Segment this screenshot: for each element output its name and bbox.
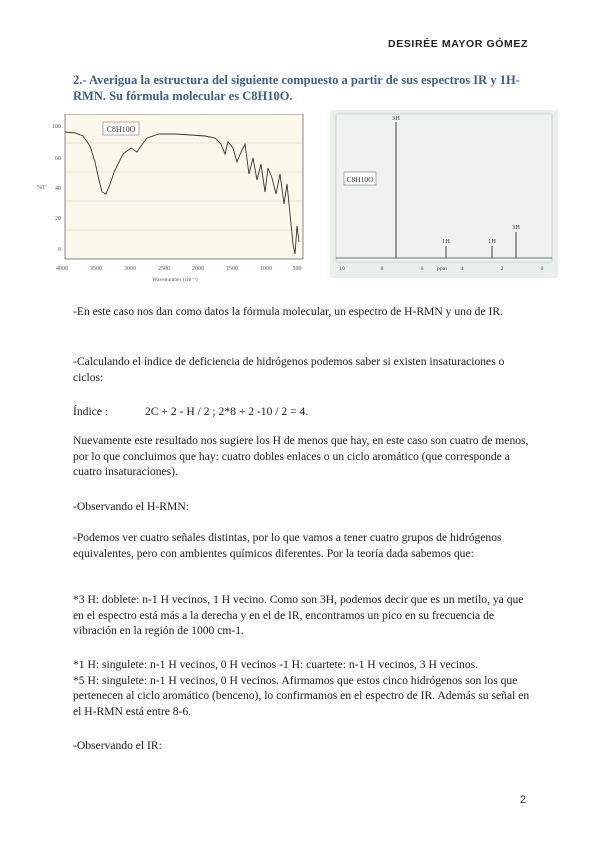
page-number: 2 [519,794,526,806]
index-formula: 2C + 2 - H / 2 ; 2*8 + 2 -10 / 2 = 4. [145,405,309,418]
paragraph [73,354,533,385]
section-heading-text: -Observando el H-RMN: [73,500,189,513]
ir-x-tick: 3500 [90,266,102,272]
nmr-peak-label: 1H [488,238,496,245]
paragraph-text: -Podemos ver cuatro señales distintas, por lo que vamos a tener cuatro grupos de hidrógenos equivalentes, pero con ambientes químicos diferentes. Por la teoría dada sabemos que: [73,531,502,560]
nmr-peak-label: 3H [512,224,520,231]
paragraph-text: *3 H: doblete: n-1 H vecinos, 1 H vecino. Como son 3H, podemos decir que es un metilo, ya que en el espectro está más a la derecha y en el de IR, encontramos un pico en su frecuencia de vibración en la región de 1000 cm-1. [73,593,524,637]
nmr-x-tick: 4 [460,266,464,272]
nmr-x-tick: 8 [380,266,384,272]
ir-x-tick: 2500 [158,266,170,272]
paragraph [73,530,533,561]
ir-y-tick: 20 [55,216,61,222]
paragraph [73,592,533,639]
ir-formula-label: C8H10O [106,125,136,134]
ir-spectrum-figure [35,114,310,286]
ir-x-axis-label: Wavenumber (cm⁻¹) [152,277,198,283]
nmr-formula-label: C8H10O [346,175,374,184]
nmr-x-tick: 10 [339,266,345,272]
nmr-x-unit: ppm [437,266,447,272]
paragraph-text: *1 H: singulete: n-1 H vecinos, 0 H vecinos -1 H: cuartete: n-1 H vecinos, 3 H vecinos. [73,658,479,671]
question-title: 2.- Averigua la estructura del siguiente compuesto a partir de sus espectros IR y 1H-RMN. Su fórmula molecular es C8H10O. [73,73,520,103]
paragraph [73,433,533,480]
ir-x-tick: 3000 [124,266,136,272]
paragraph-text: -En este caso nos dan como datos la fórmula molecular, un espectro de H-RMN y uno de IR. [73,305,503,318]
index-formula-line [73,404,533,420]
section-heading [73,738,533,754]
paragraph-text: -Calculando el índice de deficiencia de hidrógenos podemos saber si existen insaturaciones o ciclos: [73,355,505,384]
paragraph [73,304,533,320]
nmr-x-tick: 6 [420,266,424,272]
paragraph-text: *5 H: singulete: n-1 H vecinos, 0 H vecinos. Afirmamos que estos cinco hidrógenos son los que pertenecen al ciclo aromático (benceno), lo confirmamos en el espectro de IR. Además su señal en el H-RMN está entre 8-6. [73,673,530,718]
ir-y-tick: 40 [55,186,61,192]
ir-y-tick: 60 [55,156,61,162]
section-heading [73,499,533,515]
paragraph-text: Nuevamente este resultado nos sugiere los H de menos que hay, en este caso son cuatro de menos, por lo que concluimos que hay: cuatro dobles enlaces o un ciclo aromático (que corresponde a cuatro insaturaciones). [73,434,529,478]
paragraph [73,657,533,719]
ir-x-tick: 1000 [260,266,272,272]
ir-x-tick: 4000 [56,266,68,272]
author-name: DESIRÉE MAYOR GÓMEZ [388,38,528,50]
nmr-peak-label: 1H [442,238,450,245]
nmr-x-tick: 0 [540,266,544,272]
nmr-peak-label: 3H [392,115,400,122]
ir-x-tick: 1500 [226,266,238,272]
ir-x-tick: 2000 [192,266,204,272]
ir-y-axis-label: %T [37,185,46,191]
ir-y-tick: 0 [58,247,61,253]
nmr-x-tick: 2 [500,266,504,272]
ir-y-tick: 100 [52,124,61,130]
index-label: Índice : [73,405,109,418]
ir-x-tick: 500 [292,266,302,272]
section-heading-text: -Observando el IR: [73,739,162,752]
nmr-spectrum-figure [330,110,558,278]
